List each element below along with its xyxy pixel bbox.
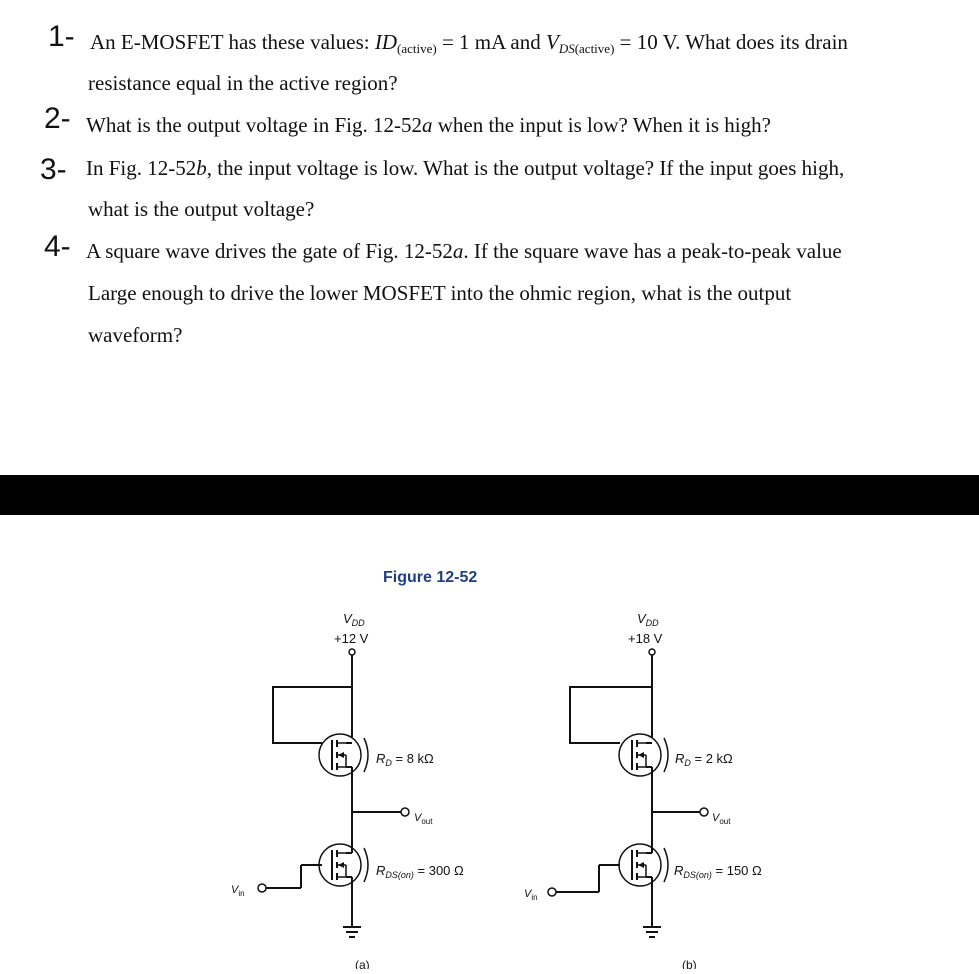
circuit-a (231, 611, 464, 969)
vdd-value: +18 V (628, 631, 663, 646)
vdd-terminal (649, 649, 655, 655)
lower-mosfet (319, 844, 361, 886)
ground-symbol (343, 927, 361, 937)
question-number: 4- (44, 230, 71, 263)
vout-terminal (401, 808, 409, 816)
vin-terminal (548, 888, 556, 896)
vout-label: $V_{out}$ (414, 812, 433, 826)
caption-b: (b) (682, 958, 697, 969)
question-text-line: What is the output voltage in Fig. 12-52a when the input is low? When it is high? (86, 113, 771, 137)
caption-a: (a) (355, 958, 370, 969)
black-separator-band (0, 475, 979, 515)
upper-mosfet (619, 734, 661, 776)
vdd-value: +12 V (334, 631, 369, 646)
question-text-line: In Fig. 12-52b, the input voltage is low. What is the output voltage? If the input goes high, (86, 156, 845, 180)
rd-bracket (364, 738, 368, 772)
vin-label: $V_{in}$ (231, 884, 245, 898)
rds-label: $R_{DS(on)} = 300$ Ω (376, 863, 464, 880)
question-number: 2- (44, 102, 71, 135)
ground-symbol (643, 927, 661, 937)
upper-mosfet (319, 734, 361, 776)
question-number: 1- (48, 20, 75, 53)
lower-mosfet (619, 844, 661, 886)
question-text-line: waveform? (88, 323, 183, 347)
rd-label: $R_D = 8$ kΩ (376, 751, 434, 768)
vdd-terminal (349, 649, 355, 655)
rd-label: $R_D = 2$ kΩ (675, 751, 733, 768)
circuit-diagram (0, 515, 979, 969)
rds-bracket (364, 848, 368, 882)
question-number: 3- (40, 153, 67, 186)
rd-bracket (664, 738, 668, 772)
rds-label: $R_{DS(on)} = 150$ Ω (674, 863, 762, 880)
vdd-label: $V_{DD}$ (343, 611, 365, 628)
circuit-b (524, 611, 762, 969)
vout-label: $V_{out}$ (712, 812, 731, 826)
rds-bracket (664, 848, 668, 882)
figure-title: Figure 12-52 (383, 569, 478, 586)
question-text-line: A square wave drives the gate of Fig. 12-52a. If the square wave has a peak-to-peak value (86, 239, 842, 263)
figure-12-52 (0, 515, 979, 969)
vin-terminal (258, 884, 266, 892)
vdd-label: $V_{DD}$ (637, 611, 659, 628)
question-text-line: An E-MOSFET has these values: $ID_{(active)} = 1$ mA and $V_{DS(active)} = 10$ V. What does its drain (90, 30, 848, 56)
question-text-line: resistance equal in the active region? (88, 71, 398, 95)
vout-terminal (700, 808, 708, 816)
question-text-line: Large enough to drive the lower MOSFET into the ohmic region, what is the output (88, 281, 792, 305)
vin-label: $V_{in}$ (524, 888, 538, 902)
question-text-line: what is the output voltage? (88, 197, 315, 221)
